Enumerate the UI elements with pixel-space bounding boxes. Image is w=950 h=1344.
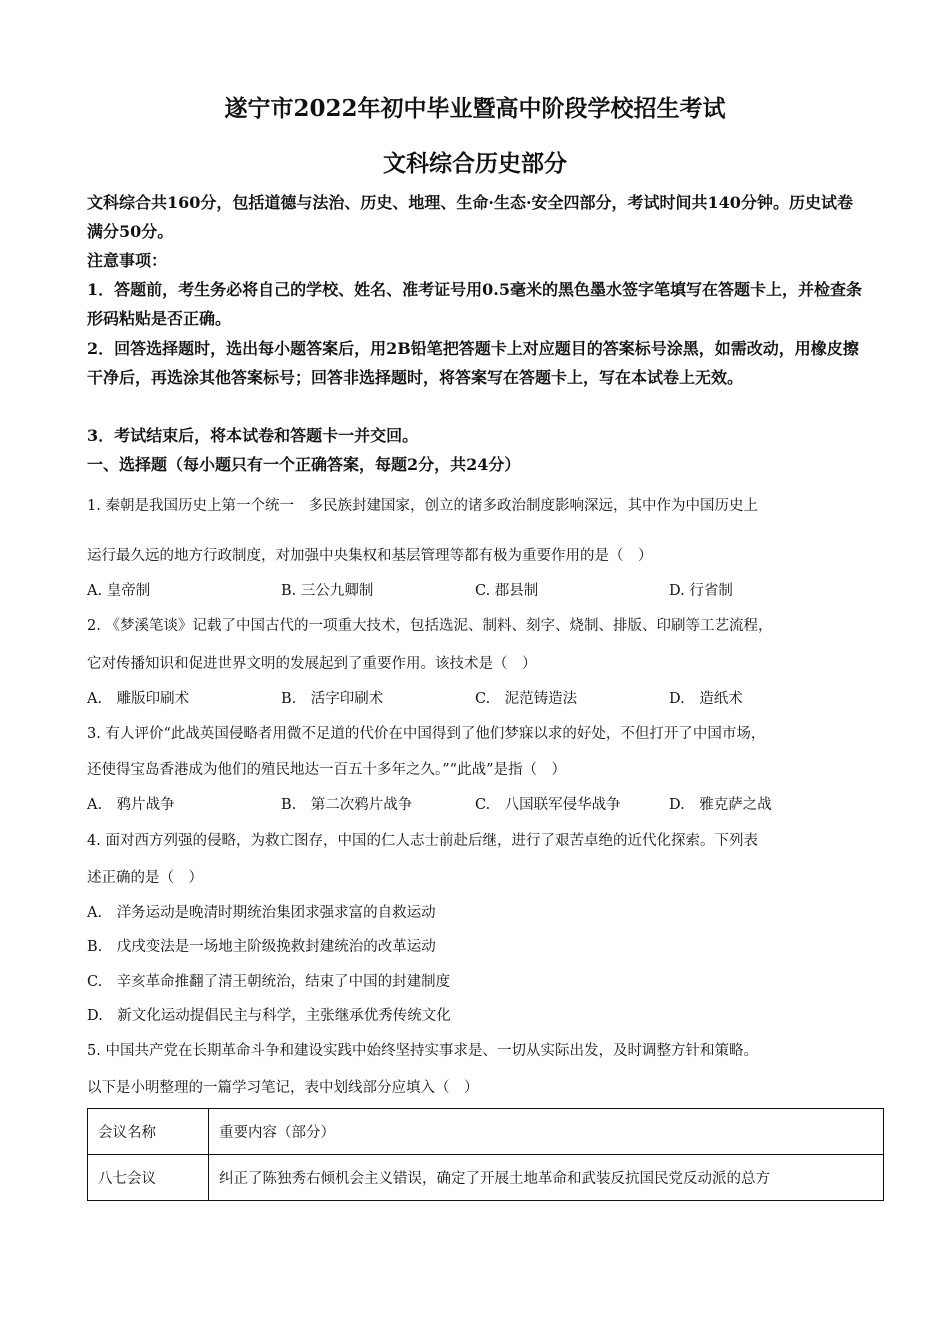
question-3-line-1: 3. 有人评价“此战英国侵略者用微不足道的代价在中国得到了他们梦寐以求的好处，不但打开了中国市场， <box>87 726 766 742</box>
question-5-line-1: 5. 中国共产党在长期革命斗争和建设实践中始终坚持实事求是、一切从实际出发，及时调整方针和策略。 <box>87 1043 758 1059</box>
option-b: B. 三公九卿制 <box>281 583 374 599</box>
option-a: A. 雕版印刷术 <box>87 691 190 707</box>
question-2-options <box>87 687 877 711</box>
question-1-line-1: 1. 秦朝是我国历史上第一个统一 多民族封建国家，创立的诸多政治制度影响深远，其中作为中国历史上 <box>87 498 758 514</box>
question-4-option-a: A. 洋务运动是晚清时期统治集团求强求富的自救运动 <box>87 905 436 921</box>
intro-paragraph: 文科综合共160分，包括道德与法治、历史、地理、生命·生态·安全四部分，考试时间共140分钟。历史试卷满分50分。 <box>87 193 853 241</box>
meeting-table <box>87 1108 884 1201</box>
table-header-cell: 重要内容（部分） <box>209 1109 884 1155</box>
question-4-option-d: D. 新文化运动提倡民主与科学，主张继承优秀传统文化 <box>87 1008 451 1024</box>
option-c: C. 八国联军侵华战争 <box>475 797 621 813</box>
question-1-options <box>87 579 877 603</box>
notice-item-1: 1．答题前，考生务必将自己的学校、姓名、准考证号用0.5毫米的黑色墨水签字笔填写在答题卡上，并检查条形码粘贴是否正确。 <box>87 280 862 328</box>
question-3-options <box>87 793 877 817</box>
table-header-row <box>88 1109 884 1155</box>
question-4-option-c: C. 辛亥革命推翻了清王朝统治，结束了中国的封建制度 <box>87 974 451 990</box>
option-d: D. 造纸术 <box>669 691 743 707</box>
question-3-line-2: 还使得宝岛香港成为他们的殖民地达一百五十多年之久。”“此战”是指（ ） <box>87 762 566 778</box>
question-2-line-1: 2. 《梦溪笔谈》记载了中国古代的一项重大技术，包括选泥、制料、刻字、烧制、排版、印刷等工艺流程， <box>87 618 773 634</box>
page-subtitle: 文科综合历史部分 <box>383 150 567 177</box>
option-d: D. 雅克萨之战 <box>669 797 772 813</box>
option-b: B. 活字印刷术 <box>281 691 384 707</box>
page-title: 遂宁市2022年初中毕业暨高中阶段学校招生考试 <box>224 95 726 122</box>
option-c: C. 泥范铸造法 <box>475 691 578 707</box>
question-4-line-1: 4. 面对西方列强的侵略，为救亡图存，中国的仁人志士前赴后继，进行了艰苦卓绝的近代化探索。下列表 <box>87 833 758 849</box>
question-4-option-b: B. 戊戌变法是一场地主阶级挽救封建统治的改革运动 <box>87 939 436 955</box>
question-5-line-2: 以下是小明整理的一篇学习笔记，表中划线部分应填入（ ） <box>87 1080 479 1096</box>
option-d: D. 行省制 <box>669 583 733 599</box>
question-2-line-2: 它对传播知识和促进世界文明的发展起到了重要作用。该技术是（ ） <box>87 656 537 672</box>
option-a: A. 鸦片战争 <box>87 797 175 813</box>
question-1-line-2: 运行最久远的地方行政制度，对加强中央集权和基层管理等都有极为重要作用的是（ ） <box>87 548 653 564</box>
section-heading: 一、选择题（每小题只有一个正确答案，每题2分，共24分） <box>87 455 521 474</box>
option-a: A. 皇帝制 <box>87 583 151 599</box>
option-c: C. 郡县制 <box>475 583 539 599</box>
option-b: B. 第二次鸦片战争 <box>281 797 413 813</box>
table-header-cell: 会议名称 <box>88 1109 209 1155</box>
notice-heading: 注意事项： <box>87 251 168 270</box>
notice-item-2: 2．回答选择题时，选出每小题答案后，用2B铅笔把答题卡上对应题目的答案标号涂黑，如需改动，用橡皮擦干净后，再选涂其他答案标号；回答非选择题时，将答案写在答题卡上，写在本试卷上无效。 <box>87 339 859 387</box>
question-4-line-2: 述正确的是（ ） <box>87 870 203 886</box>
notice-item-3: 3．考试结束后，将本试卷和答题卡一并交回。 <box>87 426 419 445</box>
table-row <box>88 1155 884 1201</box>
table-cell: 纠正了陈独秀右倾机会主义错误，确定了开展土地革命和武装反抗国民党反动派的总方 <box>209 1155 884 1201</box>
table-cell: 八七会议 <box>88 1155 209 1201</box>
